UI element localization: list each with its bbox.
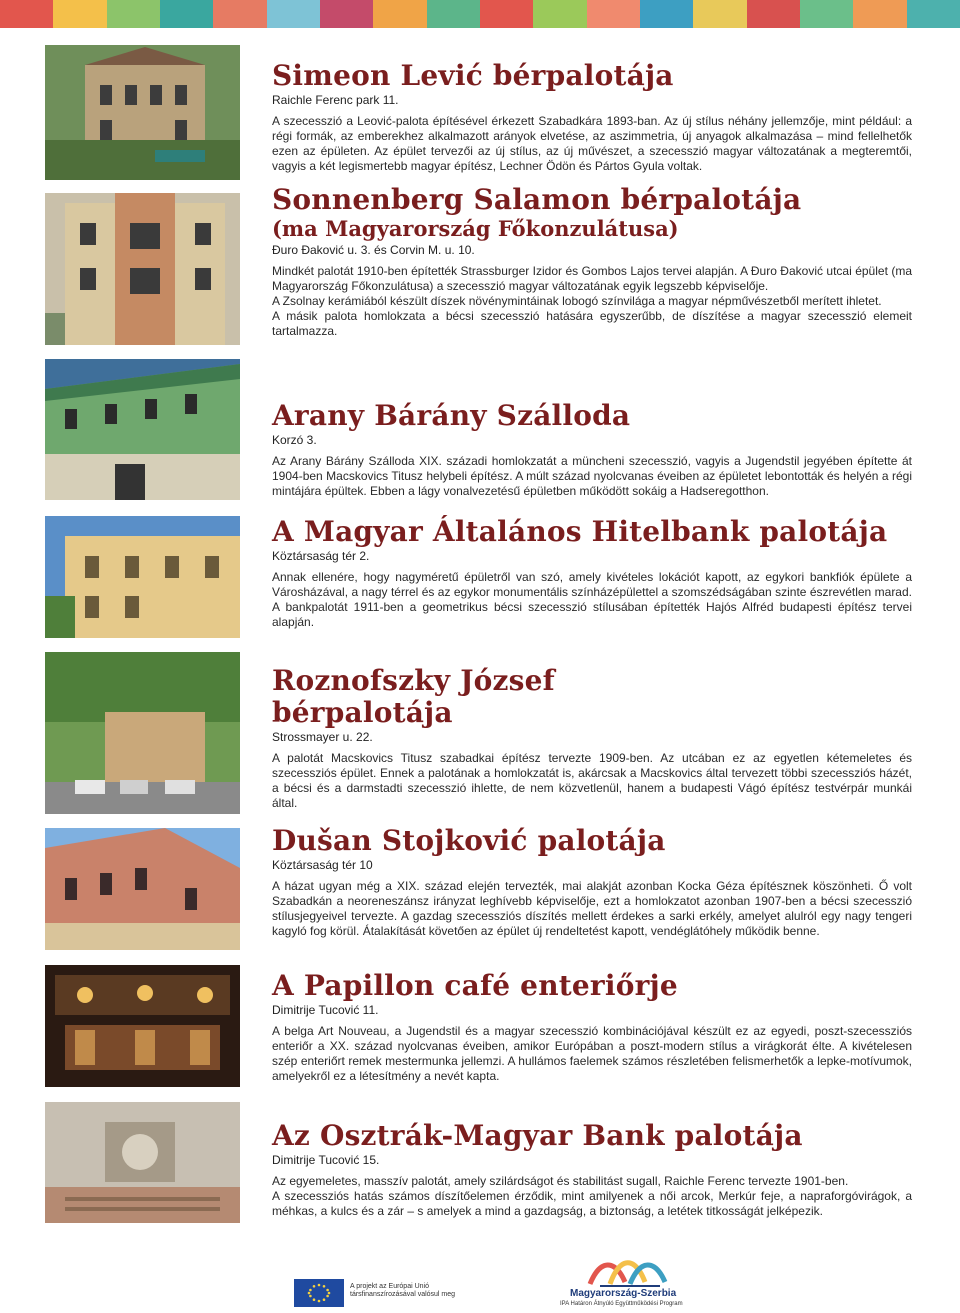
band-segment (480, 0, 533, 28)
section-title: Sonnenberg Salamon bérpalotája (272, 183, 802, 216)
section-arany-barany (272, 400, 912, 499)
section-paragraph: Az Arany Bárány Szálloda XIX. századi homlokzatát a müncheni szecesszió, vagyis a Jugendstil jegyében építette át 1904-ben Macskovics Titusz helybeli építész. A múlt század nyolcvanas éveiben az épületet lebontották és helyén a régi mintájára épültek. Ebben a lágy vonalvezetésű épületben működött sokáig a Hadseregotthon. (272, 454, 912, 498)
section-address: Köztársaság tér 10 (272, 858, 373, 872)
section-title: A Magyar Általános Hitelbank palotája (272, 515, 888, 548)
band-segment (53, 0, 106, 28)
band-segment (0, 0, 53, 28)
program-subtitle: IPA Határon Átnyúló Együttműködési Program (560, 1301, 683, 1307)
photo-arany-barany-hotel (45, 359, 240, 500)
band-segment (320, 0, 373, 28)
band-segment (373, 0, 426, 28)
section-roznofszky (272, 665, 912, 811)
section-leovic (272, 60, 912, 174)
section-address: Raichle Ferenc park 11. (272, 93, 399, 107)
band-segment (693, 0, 746, 28)
section-paragraph: A palotát Macskovics Titusz szabadkai építész tervezte 1909-ben. Az utcában ez az egyetlen kétemeletes és szecessziós épület. Ennek a palotának a homlokzatát is, akárcsak a Macskovics által tervezett többi szecessziós házét, a bécsi és a darmstadti szecesszió ihlette, de nem közvetlenül, hanem a budapesti Vágó építész testvérpár munkái által. (272, 751, 912, 810)
band-segment (107, 0, 160, 28)
section-title: A Papillon café enteriőrje (272, 969, 678, 1002)
section-title: Arany Bárány Szálloda (272, 399, 631, 432)
photo-roznofszky-palace (45, 652, 240, 814)
section-title: Simeon Lević bérpalotája (272, 59, 674, 92)
section-papillon (272, 970, 912, 1084)
photo-papillon-cafe-interior (45, 965, 240, 1087)
section-subtitle: (ma Magyarország Főkonzulátusa) (272, 216, 679, 241)
section-paragraph: A másik palota homlokzata a bécsi szecesszió hatására egyszerűbb, de díszítése a magyar szecesszió elemeit tartalmazza. (272, 309, 912, 338)
photo-leovic-palace (45, 45, 240, 180)
eu-funding-text: A projekt az Európai Unió társfinanszírozásával valósul meg (350, 1283, 456, 1298)
section-address: Đuro Đaković u. 3. és Corvin M. u. 10. (272, 243, 475, 257)
section-paragraph: A szecesszió a Leović-palota építésével érkezett Szabadkára 1893-ban. Az új stílus néhány jellemzője, mint például: a régi formák, az emberekhez alkalmazott arányok elvetése, az aszimmetria, új anyagok alkalmazása – mind fellelhetők ezen az épületen. Az épület tervezői az új stílus, az új művészet, a szecesszió magyar változatának a megteremtői, vagyis a két legismertebb magyar építész, Lechner Ödön és Pártos Gyula voltak. (272, 114, 912, 173)
section-paragraph: A belga Art Nouveau, a Jugendstil és a magyar szecesszió kombinációjával készült ez az egyedi, poszt-szecessziós enteriőr a XX. század nyolcvanas éveiben, amikor Európában a poszt-modern stílus a virágkorát élte. A kivételesen szép enteriőrt remek mestermunka jellemzi. A hullámos faelemek számos részletében felismerhetők a lepke-motívumok, amelyekről ez a létesítmény a nevét kapta. (272, 1024, 912, 1083)
section-paragraph: Az egyemeletes, masszív palotát, amely szilárdságot és stabilitást sugall, Raichle Ferenc tervezte 1901-ben. (272, 1174, 849, 1188)
eu-flag-logo (294, 1279, 344, 1307)
section-title: Az Osztrák-Magyar Bank palotája (272, 1119, 803, 1152)
section-paragraph: A szecessziós hatás számos díszítőelemen érződik, mint amilyenek a női arcok, Merkúr feje, a napraforgóvirágok, a méhkas, a kulcs és a zár – s amelyek a mind a gazdagság, a biztonság, a letétek titkosságát jelképezik. (272, 1189, 912, 1218)
band-segment (267, 0, 320, 28)
section-paragraph: A Zsolnay kerámiából készült díszek növénymintáinak lobogó színvilága a magyar népművészetből merített ihletet. (272, 294, 882, 308)
band-segment (907, 0, 960, 28)
band-segment (640, 0, 693, 28)
band-segment (213, 0, 266, 28)
section-address: Strossmayer u. 22. (272, 730, 373, 744)
section-paragraph: Annak ellenére, hogy nagyméretű épületről van szó, amely kivételes lokációt kapott, az egykori bankfiók épülete a Városházával, a nagy térrel és az egykor monumentális színházépülettel a szomszédságában szinte észrevétlen marad. A bankpalotát 1911-ben a geometrikus bécsi szecesszió stílusában építették Hajós Alfréd budapesti építész tervei alapján. (272, 570, 912, 629)
section-sonnenberg (272, 184, 912, 339)
band-segment (160, 0, 213, 28)
section-address: Köztársaság tér 2. (272, 549, 370, 563)
section-austro-hungarian-bank (272, 1120, 912, 1219)
section-paragraph: Mindkét palotát 1910-ben építették Strassburger Izidor és Gombos Lajos tervei alapján. A Đuro Đaković utcai épület (ma Magyarország Főkonzulátusa) a szecesszió magyar változatának egyik legszebb képviselője. (272, 264, 912, 293)
photo-austro-hungarian-bank (45, 1102, 240, 1223)
section-paragraph: A házat ugyan még a XIX. század elején tervezték, mai alakját azonban Kocka Géza építésznek köszönheti. Ő volt Szabadkán a neoreneszánsz irányzat leghívebb képviselője, ezt a homlokzatot azonban 1907-ben a bécsi szecesszió stílusjegyeivel tervezte. A gazdag szecessziós díszítés mellett érdekes a sarki erkély, amelyet alulról egy nagy tengeri kagyló fog körül. Átalakítását követően az épület új rendeltetést kapott, vendéglátóhely működik benne. (272, 879, 912, 938)
photo-sonnenberg-palace (45, 193, 240, 345)
band-segment (800, 0, 853, 28)
section-title: Roznofszky József bérpalotája (272, 664, 555, 729)
section-address: Dimitrije Tucović 11. (272, 1003, 379, 1017)
band-segment (533, 0, 586, 28)
section-hitelbank (272, 516, 912, 630)
program-name: Magyarország-Szerbia (570, 1288, 677, 1299)
section-title: Dušan Stojković palotája (272, 824, 666, 857)
band-segment (747, 0, 800, 28)
photo-hitelbank-palace (45, 516, 240, 638)
section-address: Korzó 3. (272, 433, 317, 447)
photo-stojkovic-palace (45, 828, 240, 950)
top-color-band (0, 0, 960, 28)
section-stojkovic (272, 825, 912, 939)
section-address: Dimitrije Tucović 15. (272, 1153, 380, 1167)
band-segment (853, 0, 906, 28)
band-segment (427, 0, 480, 28)
band-segment (587, 0, 640, 28)
